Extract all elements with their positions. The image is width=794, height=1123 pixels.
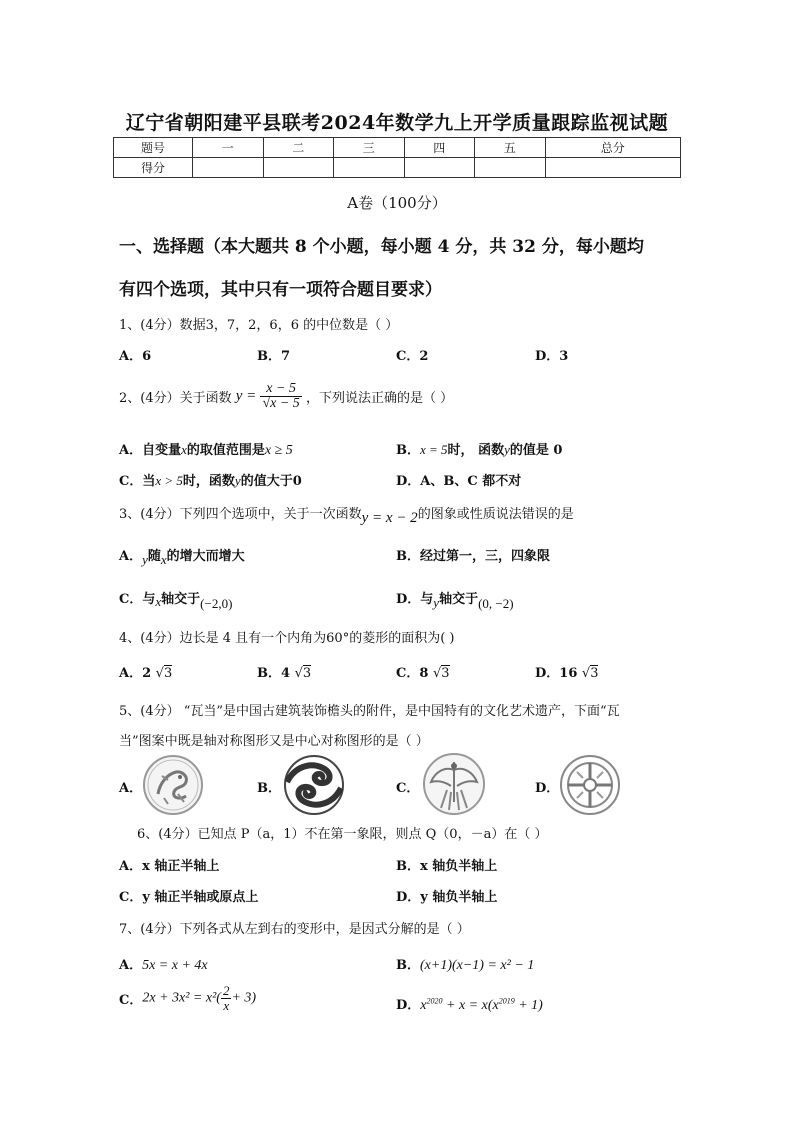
part1-heading-line1: 一、选择题（本大题共 8 个小题，每小题 4 分，共 32 分，每小题均 — [119, 237, 644, 257]
q2-a-var: x — [181, 442, 187, 457]
q7-option-b[interactable] — [396, 954, 534, 974]
score-cell: 三 — [334, 138, 405, 158]
q4-option-c[interactable] — [396, 662, 450, 681]
q7-c-denominator: x — [223, 998, 230, 1013]
q3-option-b[interactable]: B．经过第一，三，四象限 — [396, 549, 550, 564]
q2-a-cond: x ≥ 5 — [264, 443, 293, 458]
q2-stem-post: ，下列说法正确的是（ ） — [305, 391, 454, 406]
q2-b-text2: 时， 函数 — [447, 443, 505, 458]
score-row-label: 得分 — [114, 158, 193, 178]
q5-option-a[interactable]: A． — [119, 781, 143, 796]
q5-stem-line2: 当”图案中既是轴对称图形又是中心对称图形的是（ ） — [119, 734, 429, 749]
q7-option-c[interactable] — [119, 984, 256, 1013]
q3-stem-pre: 3、(4分）下列四个选项中，关于一次函数 — [119, 507, 362, 522]
q4-c-label: C．8 — [396, 666, 429, 681]
q5-option-b[interactable]: B． — [257, 781, 281, 796]
q3-a-y: y — [142, 552, 148, 567]
score-input-cell[interactable] — [545, 158, 681, 178]
q2-c-text: C．当 — [119, 474, 156, 489]
tile-c-bird-icon[interactable] — [421, 752, 487, 816]
q2-denominator: √x − 5 — [262, 396, 300, 411]
q6-option-c[interactable]: C．y 轴正半轴或原点上 — [119, 890, 259, 905]
q2-fraction — [260, 382, 301, 411]
q3-d-y: y — [433, 595, 440, 610]
q2-y-eq: y = — [235, 388, 257, 404]
section-a-heading: A卷（100分） — [347, 194, 447, 212]
q1-stem: 1、(4分）数据3，7，2，6，6 的中位数是（ ） — [119, 318, 399, 333]
score-table-header-row — [114, 138, 681, 158]
q4-d-radicand: 3 — [590, 666, 599, 681]
q2-option-b[interactable] — [396, 439, 562, 458]
q7-c-expr-post: + 3) — [231, 990, 257, 1006]
q4-option-b[interactable] — [257, 662, 311, 681]
q3-option-a[interactable] — [119, 545, 245, 567]
q1-option-b[interactable]: B．7 — [257, 349, 291, 364]
q3-a-label: A． — [119, 549, 143, 564]
q7-c-expr-pre: 2x + 3x² = x²( — [142, 990, 221, 1006]
score-cell: 题号 — [114, 138, 193, 158]
q2-c-text2: 时，函数 — [182, 474, 235, 489]
tile-a-beast-icon[interactable] — [142, 754, 204, 816]
q3-option-d[interactable] — [396, 588, 514, 611]
q3-a-text2: 的增大而增大 — [166, 549, 245, 564]
q3-a-text: 随 — [147, 549, 161, 564]
score-cell: 一 — [193, 138, 264, 158]
score-cell: 四 — [404, 138, 475, 158]
q4-option-a[interactable] — [119, 662, 172, 681]
q3-c-label: C．与 — [119, 592, 156, 607]
q3-c-text: 轴交于 — [161, 592, 201, 607]
q3-d-text: 轴交于 — [439, 592, 479, 607]
q2-b-var: y — [504, 442, 510, 457]
q7-b-expr: (x+1)(x−1) = x² − 1 — [420, 958, 535, 973]
q7-d-expr-3: + 1) — [514, 998, 543, 1013]
tile-b-cloud-icon[interactable] — [283, 754, 345, 816]
q4-b-label: B．4 — [257, 666, 291, 681]
part1-heading-line2: 有四个选项，其中只有一项符合题目要求） — [119, 280, 442, 300]
q2-option-a[interactable] — [119, 439, 293, 459]
q7-d-exp-1: 2020 — [426, 996, 443, 1006]
q7-c-label: C． — [119, 993, 143, 1008]
q2-option-c[interactable] — [119, 470, 302, 489]
score-table — [113, 137, 681, 178]
score-cell: 二 — [263, 138, 334, 158]
q5-stem-line1: 5、(4分） “瓦当”是中国古建筑装饰檐头的附件，是中国特有的文化艺术遗产，下面“瓦 — [119, 704, 620, 719]
q3-d-label: D．与 — [396, 592, 434, 607]
score-table-score-row — [114, 158, 681, 178]
q2-option-d[interactable]: D．A、B、C 都不对 — [396, 474, 522, 489]
q6-option-a[interactable]: A．x 轴正半轴上 — [119, 859, 220, 874]
q7-option-d[interactable] — [396, 994, 543, 1014]
q1-option-d[interactable]: D．3 — [535, 349, 569, 364]
q4-a-radicand: 3 — [163, 666, 173, 681]
score-cell: 五 — [475, 138, 546, 158]
q3-stem-post: 的图象或性质说法错误的是 — [417, 507, 574, 522]
q5-option-d[interactable]: D． — [535, 781, 560, 796]
score-input-cell[interactable] — [193, 158, 264, 178]
q2-a-text: A．自变量 — [119, 443, 182, 458]
q7-option-a[interactable] — [119, 954, 208, 974]
q2-b-text3: 的值是 0 — [509, 443, 563, 458]
sqrt-icon: √ — [294, 666, 303, 681]
q6-option-b[interactable]: B．x 轴负半轴上 — [396, 859, 498, 874]
q7-d-expr-2: + x = x(x — [442, 998, 499, 1013]
q6-stem: 6、(4分）已知点 P（a，1）不在第一象限，则点 Q（0，－a）在（ ） — [137, 827, 548, 842]
q7-a-expr: 5x = x + 4x — [142, 958, 208, 973]
q4-d-label: D．16 — [535, 666, 578, 681]
q5-option-c[interactable]: C． — [396, 781, 420, 796]
q1-option-c[interactable]: C．2 — [396, 349, 429, 364]
sqrt-icon: √ — [581, 666, 591, 681]
q7-a-label: A． — [119, 958, 143, 973]
q7-stem: 7、(4分）下列各式从左到右的变形中，是因式分解的是（ ） — [119, 922, 470, 937]
q2-a-text2: 的取值范围是 — [186, 443, 265, 458]
q3-option-c[interactable] — [119, 588, 233, 611]
q3-c-x: x — [155, 594, 162, 609]
q2-c-text3: 的值大于0 — [240, 474, 302, 489]
q7-d-expr-1: x — [420, 998, 427, 1013]
score-input-cell[interactable] — [404, 158, 475, 178]
q7-c-numerator: 2 — [222, 983, 230, 998]
q7-c-fraction — [221, 984, 232, 1013]
q4-a-label: A．2 — [119, 666, 152, 681]
q2-stem — [119, 382, 453, 411]
score-cell: 总分 — [545, 138, 681, 158]
q3-d-point: (0, −2) — [478, 596, 514, 611]
q4-option-d[interactable] — [535, 662, 598, 681]
q2-c-cond: x > 5 — [155, 473, 183, 488]
q2-b-text: B． — [396, 443, 420, 458]
q7-d-exp-2: 2019 — [498, 996, 515, 1006]
q1-option-a[interactable]: A．6 — [119, 349, 152, 364]
q3-function: y = x − 2 — [361, 510, 418, 526]
score-input-cell[interactable] — [475, 158, 546, 178]
tile-d-geometric-icon[interactable] — [559, 754, 621, 816]
q2-numerator: x − 5 — [260, 382, 301, 397]
q2-c-var: y — [234, 473, 241, 488]
score-input-cell[interactable] — [263, 158, 334, 178]
score-input-cell[interactable] — [334, 158, 405, 178]
q4-c-radicand: 3 — [441, 666, 450, 681]
q6-option-d[interactable]: D．y 轴负半轴上 — [396, 890, 498, 905]
q7-b-label: B． — [396, 958, 420, 973]
q2-b-cond: x = 5 — [420, 442, 448, 457]
q3-stem — [119, 503, 574, 526]
sqrt-icon: √ — [432, 666, 442, 681]
q4-b-radicand: 3 — [302, 666, 312, 681]
q7-d-label: D． — [396, 998, 421, 1013]
page-title: 辽宁省朝阳建平县联考2024年数学九上开学质量跟踪监视试题 — [125, 112, 669, 134]
q4-stem: 4、(4分）边长是 4 且有一个内角为60°的菱形的面积为( ) — [119, 631, 455, 646]
sqrt-icon: √ — [155, 666, 164, 681]
q3-c-point: (−2,0) — [200, 596, 233, 611]
q2-stem-pre: 2、(4分）关于函数 — [119, 391, 232, 406]
q3-a-x: x — [160, 552, 167, 567]
